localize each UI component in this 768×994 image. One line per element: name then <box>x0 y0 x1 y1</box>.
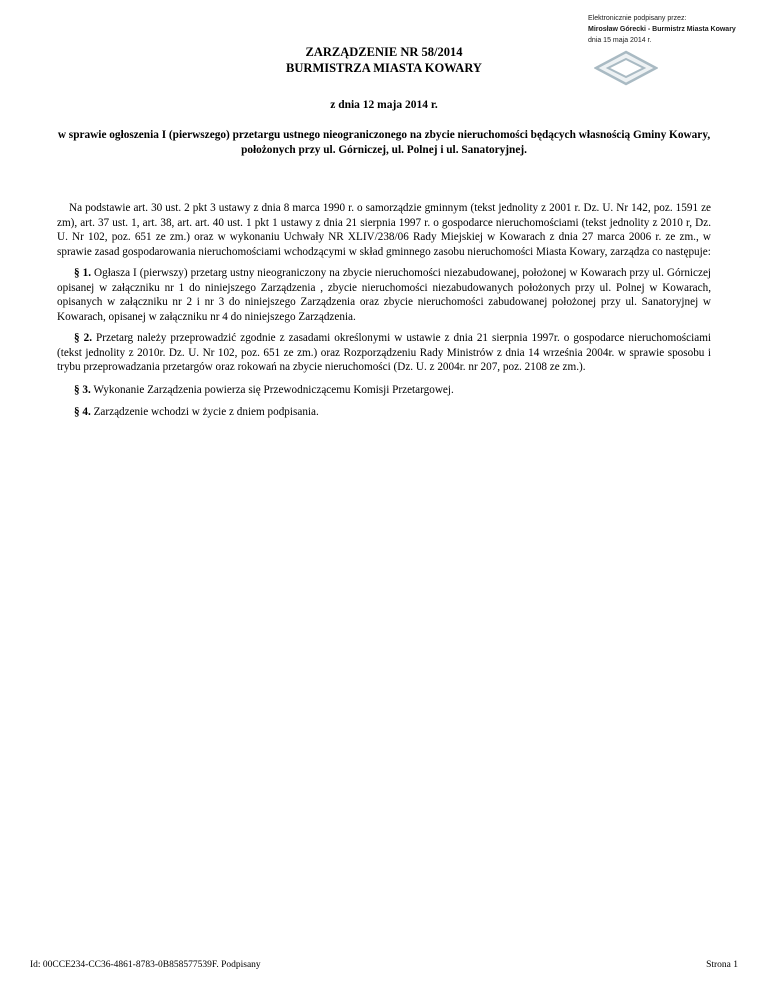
section-label-1: § 1. <box>74 267 91 279</box>
preamble-paragraph: Na podstawie art. 30 ust. 2 pkt 3 ustawy z dnia 8 marca 1990 r. o samorządzie gminnym (tekst jednolity z 2001 r. Dz. U. Nr 142, poz. 1591 ze zm), art. 37 ust. 1, art. 38, art. art. 40 ust. 1 pkt 1 ustawy z dnia 21 sierpnia 1997 r. o gospodarce nieruchomościami (tekst jednolity z 2010 r, Dz. U. Nr 102, poz. 651 ze zm.) oraz w wykonaniu Uchwały NR XLIV/238/06 Rady Miejskiej w Kowarach z dnia 27 marca 2006 r. ze zm., w sprawie zasad gospodarowania nieruchomościami wchodzącymi w skład gminnego zasobu nieruchomości Miasta Kowary, zarządza co następuje: <box>57 202 711 258</box>
section-paragraph-2 <box>57 331 711 375</box>
section-label-4: § 4. <box>74 406 91 418</box>
title-line-2: BURMISTRZA MIASTA KOWARY <box>286 61 482 75</box>
section-text-1: Ogłasza I (pierwszy) przetarg ustny nieograniczony na zbycie nieruchomości niezabudowanej, położonej w Kowarach przy ul. Górniczej opisanej w załączniku nr 1 do niniejszego Zarządzenia , zbycie nieruchomości niezabudowanych położonych przy ul. Polnej w Kowarach, opisanych w załączniku nr 2 i nr 3 do niniejszego Zarządzenia oraz zbycie nieruchomości zabudowanej położonej przy ul. Sanatoryjnej w Kowarach, opisanej w załączniku nr 4 do niniejszego Zarządzenia. <box>57 267 712 323</box>
document-date: z dnia 12 maja 2014 r. <box>330 99 438 111</box>
digital-seal-icon <box>594 50 736 91</box>
section-text-2: Przetarg należy przeprowadzić zgodnie z zasadami określonymi w ustawie z dnia 21 sierpnia 1997r. o gospodarce nieruchomościami (tekst jednolity z 2010r. Dz. U. Nr 102, poz. 651 ze zm.) oraz Rozporządzeniu Rady Ministrów z dnia 14 września 2004r. w sprawie sposobu i trybu przeprowadzania przetargów oraz rokowań na zbycie nieruchomości (Dz. U. z 2004r. nr 207, poz. 2108 ze zm.). <box>57 332 712 373</box>
digital-signature-block <box>588 14 736 90</box>
section-paragraph-4 <box>57 405 711 420</box>
section-label-3: § 3. <box>74 383 91 396</box>
footer-document-id: Id: 00CCE234-CC36-4861-8783-0B858577539F. Podpisany <box>30 960 261 970</box>
signature-line-2: Mirosław Górecki - Burmistrz Miasta Kowary <box>588 25 736 33</box>
signature-line-1: Elektronicznie podpisany przez: <box>588 15 687 22</box>
section-label-2: § 2. <box>74 332 93 344</box>
section-text-3: Wykonanie Zarządzenia powierza się Przewodniczącemu Komisji Przetargowej. <box>93 383 454 396</box>
section-paragraph-1 <box>57 266 711 324</box>
document-subject: w sprawie ogłoszenia I (pierwszego) przetargu ustnego nieograniczonego na zbycie nieruchomości będących własnością Gminy Kowary, położonych przy ul. Górniczej, ul. Polnej i ul. Sanatoryjnej. <box>57 129 711 156</box>
signature-line-3: dnia 15 maja 2014 r. <box>588 36 652 44</box>
section-paragraph-3 <box>57 383 711 398</box>
title-line-1: ZARZĄDZENIE NR 58/2014 <box>305 45 463 59</box>
section-text-4: Zarządzenie wchodzi w życie z dniem podpisania. <box>93 406 319 418</box>
footer-page-number: Strona 1 <box>706 960 738 970</box>
page-footer <box>30 960 738 970</box>
